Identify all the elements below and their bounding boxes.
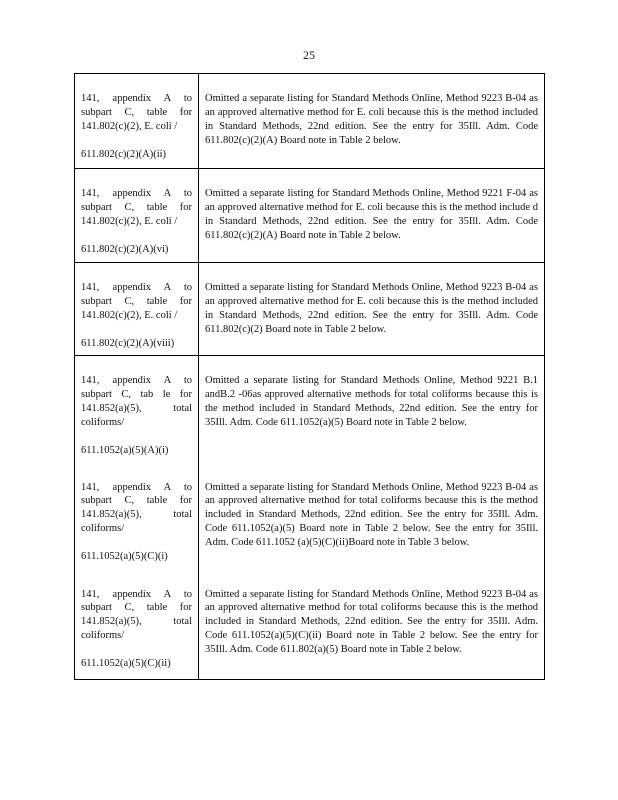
federal-citation: 141, appendix A to subpart C, table for 141.852(a)(5), total coliforms/ xyxy=(81,481,192,535)
federal-citation-cell xyxy=(75,263,199,356)
board-note-cell xyxy=(199,570,545,680)
state-reference: 611.1052(a)(5)(C)(i) xyxy=(81,551,168,563)
table-row xyxy=(75,169,545,263)
board-note: Omitted a separate listing for Standard Methods Online, Method 9223 B-04 as an approved alternative method for E. coli because this is the method included in Standard Methods, 22nd edition. See the entry for 35Ill. Adm. Code 611.802(c)(2) Board note in Table 2 below. xyxy=(205,282,538,335)
state-reference: 611.1052(a)(5)(A)(i) xyxy=(81,444,169,456)
board-note: Omitted a separate listing for Standard Methods Online, Method 9221 F-04 as an approved alternative method for E. coli because this is the method include d in Standard Methods, 22nd edition. See the entry for 35Ill. Adm. Code 611.802(c)(2)(A) Board note in Table 2 below. xyxy=(205,188,538,241)
board-note: Omitted a separate listing for Standard Methods Online, Method 9223 B-04 as an approved alternative method for total coliforms because this is the method included in Standard Methods, 22nd edition. See the entry for 35Ill. Adm. Code 611.1052(a)(5)(C)(ii) Board note in Table 2 below. See the entry for 35Ill. Adm. Code 611.802(a)(5) Board note in Table 2 below. xyxy=(205,588,538,656)
board-note: Omitted a separate listing for Standard Methods Online, Method 9223 B-04 as an approved alternative method for E. coli because this is the method included in Standard Methods, 22nd edition. See the entry for 35Ill. Adm. Code 611.802(c)(2)(A) Board note in Table 2 below. xyxy=(205,93,538,146)
federal-citation: 141, appendix A to subpart C, table for 141.802(c)(2), E. coli / xyxy=(81,188,192,227)
federal-citation: 141, appendix A to subpart C, table for 141.852(a)(5), total coliforms/ xyxy=(81,588,192,642)
board-note: Omitted a separate listing for Standard Methods Online, Method 9221 B.1 andB.2 -06as approved alternative methods for total coliforms because this is the method included in Standard Methods, 22nd edition. See the entry for 35Ill. Adm. Code 611.1052(a)(5) Board note in Table 2 below. xyxy=(205,375,538,428)
table-row xyxy=(75,74,545,169)
table-row xyxy=(75,356,545,463)
federal-citation: 141, appendix A to subpart C, table for 141.802(c)(2), E. coli / xyxy=(81,282,192,321)
board-note-cell xyxy=(199,356,545,463)
comparison-table xyxy=(74,73,545,680)
federal-citation: 141, appendix A to subpart C, table for 141.802(c)(2), E. coli / xyxy=(81,93,192,132)
board-note: Omitted a separate listing for Standard Methods Online, Method 9223 B-04 as an approved alternative method for total coliforms because this is the method included in Standard Methods, 22nd edition. See the entry for 35Ill. Adm. Code 611.1052(a)(5) Board note in Table 2 below. See the entry for 35Ill. Adm. Code 611.1052 (a)(5)(C)(ii)Board note in Table 3 below. xyxy=(205,481,538,549)
state-reference: 611.802(c)(2)(A)(viii) xyxy=(81,337,175,349)
board-note-cell xyxy=(199,263,545,356)
board-note-cell xyxy=(199,169,545,263)
table-row xyxy=(75,570,545,680)
federal-citation-cell xyxy=(75,169,199,263)
board-note-cell xyxy=(199,74,545,169)
federal-citation-cell xyxy=(75,463,199,570)
state-reference: 611.802(c)(2)(A)(ii) xyxy=(81,148,167,160)
federal-citation: 141, appendix A to subpart C, tab le for 141.852(a)(5), total coliforms/ xyxy=(81,375,192,428)
table-row xyxy=(75,463,545,570)
federal-citation-cell xyxy=(75,74,199,169)
page-number: 25 xyxy=(303,48,315,62)
federal-citation-cell xyxy=(75,356,199,463)
federal-citation-cell xyxy=(75,570,199,680)
board-note-cell xyxy=(199,463,545,570)
table-row xyxy=(75,263,545,356)
state-reference: 611.802(c)(2)(A)(vi) xyxy=(81,243,169,255)
state-reference: 611.1052(a)(5)(C)(ii) xyxy=(81,658,171,670)
